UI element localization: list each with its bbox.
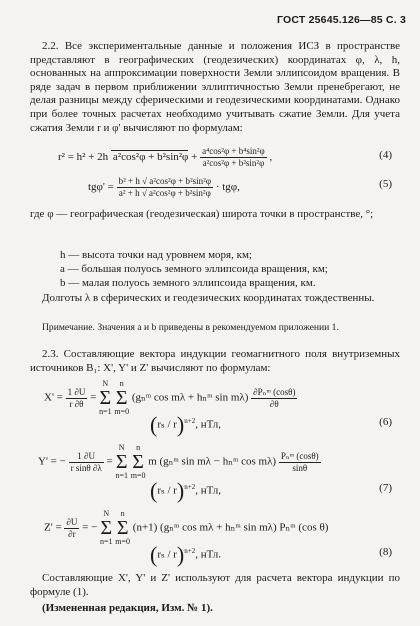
paragraph-longitude: Долготы λ в сферических и геодезических координатах тождественны. xyxy=(42,292,375,304)
eqx-number: (6) xyxy=(379,416,392,428)
eqz-sum-top: N xyxy=(103,509,110,518)
equation-y xyxy=(38,444,321,480)
eqz-sum-top2: n xyxy=(120,509,125,518)
eq4-fraction xyxy=(200,146,267,169)
eqz-pre-den: ∂r xyxy=(68,528,76,539)
where-line-2: h — высота точки над уровнем моря, км; xyxy=(60,249,252,261)
paragraph-2-3: 2.3. Составляющие вектора индукции геомагнитного поля внутриземных источников B₁: X', Y' и Z' вычисляют по формулам: xyxy=(30,348,400,374)
eqx-pre-fraction xyxy=(66,387,88,410)
paragraph-2-2: 2.2. Все экспериментальные данные и положения ИСЗ в пространстве представляют в географических (геодезических) координатах φ, λ, h, основанных на аппроксимации поверхности Земли эллипсоидом вращения. В ряде задач в первом приближении эллиптичностью Земли пренебрегают, не делая разницы между сферическими и геодезическими координатами. Однако при более точных расчетах необходимо учитывать сжатие Земли. Для учета сжатия Земли r и φ' вычисляют по формулам: xyxy=(30,40,400,134)
eqz-power: n+2 xyxy=(184,546,196,555)
eqy-frac-den: sinθ xyxy=(292,462,308,473)
eqy-sum-m: n Σ m=0 xyxy=(130,443,146,480)
eqz-unit: , нТл. xyxy=(195,548,222,561)
eqx-pre-den: r ∂θ xyxy=(69,398,84,409)
eqx-pre-num: 1 ∂U xyxy=(67,386,86,397)
eqy-lhs: Y' = − xyxy=(38,455,66,468)
eq4-tail: , xyxy=(269,151,273,164)
eqx-power: n+2 xyxy=(184,416,196,425)
equation-5 xyxy=(88,176,240,199)
eqx-unit: , нТл, xyxy=(195,418,222,431)
where-line-3: a — большая полуось земного эллипсоида вращения, км; xyxy=(60,263,328,275)
eqz-lhs: Z' = xyxy=(44,521,62,534)
eq4-number: (4) xyxy=(379,149,392,161)
eqy-power: n+2 xyxy=(184,482,196,491)
eqx-fraction xyxy=(251,387,297,410)
eq5-lhs: tgφ' = xyxy=(88,181,114,194)
eqy-sum-bot2: m=0 xyxy=(130,471,146,480)
eqy-body: m (gₙᵐ sin mλ − hₙᵐ cos mλ) xyxy=(148,455,277,468)
where-line-4: b — малая полуось земного эллипсоида вращения, км. xyxy=(60,277,316,289)
eqy-sum-top2: n xyxy=(136,443,141,452)
eqz-pre-fraction xyxy=(64,517,79,540)
note: Примечание. Значения a и b приведены в рекомендуемом приложении 1. xyxy=(42,322,339,333)
eq5-fraction xyxy=(117,176,213,199)
eqz-eq: = − xyxy=(82,521,98,534)
eq5-tail: · tgφ, xyxy=(215,181,240,194)
eqz-pre-num: ∂U xyxy=(66,516,78,527)
eq4-den: a²cos²φ + b²sin²φ xyxy=(202,158,265,168)
eqy-eq: = xyxy=(106,455,113,468)
eqx-sum-n: N Σ n=1 xyxy=(99,379,112,416)
eqy-sum-top: N xyxy=(118,443,125,452)
where-line-1: где φ — географическая (геодезическая) широта точки в пространстве, °; xyxy=(30,208,374,220)
eqy-sum-n: N Σ n=1 xyxy=(115,443,128,480)
eqx-sum-top2: n xyxy=(119,379,124,388)
eq4-sqrt-body: a²cos²φ + b²sin²φ xyxy=(112,151,189,164)
equation-z xyxy=(44,510,328,546)
edition-note: (Измененная редакция, Изм. № 1). xyxy=(42,602,213,614)
eqy-pre-num: 1 ∂U xyxy=(69,451,104,463)
eq4-plus: + xyxy=(191,151,198,164)
eqy-ratio: rₛ / r xyxy=(157,484,177,497)
eqy-frac-num: Pₙᵐ (cosθ) xyxy=(280,450,319,461)
eqx-sum-bot: n=1 xyxy=(99,407,112,416)
eqx-body: (gₙᵐ cos mλ + hₙᵐ sin mλ) xyxy=(131,391,249,404)
eq4-lhs: r² = h² + 2h xyxy=(58,151,109,164)
equation-x xyxy=(44,380,297,416)
eq5-number: (5) xyxy=(379,178,392,190)
eqz-sum-bot2: m=0 xyxy=(115,537,131,546)
eqz-sum-bot: n=1 xyxy=(100,537,113,546)
eqx-ratio: rₛ / r xyxy=(157,418,177,431)
eqx-lhs: X' = xyxy=(44,391,66,404)
eqy-number: (7) xyxy=(379,482,392,494)
eqz-sum-n: N Σ n=1 xyxy=(100,509,113,546)
eqz-number: (8) xyxy=(379,546,392,558)
eq5-den: a² + h √ a²cos²φ + b²sin²φ xyxy=(118,188,211,198)
eqx-eq: = xyxy=(90,391,100,404)
eqz-ratio: rₛ / r xyxy=(157,548,177,561)
equation-y-ratio: (rₛ / r)$^{n+2}$, нТл, xyxy=(150,478,222,503)
eqx-frac-den: ∂θ xyxy=(269,398,279,409)
eqy-pre-fraction xyxy=(69,451,104,474)
eqy-unit: , нТл, xyxy=(195,484,222,497)
equation-z-ratio: (rₛ / r)$^{n+2}$, нТл. xyxy=(150,542,222,567)
eqx-sum-bot2: m=0 xyxy=(114,407,130,416)
eqz-sum-m: n Σ m=0 xyxy=(115,509,131,546)
eqx-sum-top: N xyxy=(102,379,109,388)
eqz-body: (n+1) (gₙᵐ cos mλ + hₙᵐ sin mλ) Pₙᵐ (cos θ) xyxy=(132,521,329,534)
eq4-sqrt xyxy=(111,150,188,163)
paragraph-components: Составляющие X', Y' и Z' используют для расчета вектора индукции по формуле (1). xyxy=(30,572,400,598)
eqx-frac-num: ∂Pₙᵐ (cosθ) xyxy=(253,386,296,397)
eq5-num: b² + h √ a²cos²φ + b²sin²φ xyxy=(118,176,212,186)
equation-4 xyxy=(58,146,272,169)
page-header: ГОСТ 25645.126—85 С. 3 xyxy=(276,14,406,26)
eq4-num: a⁴cos²φ + b⁴sin²φ xyxy=(202,146,265,156)
eqy-fraction xyxy=(279,451,321,474)
eqy-pre-den: r sinθ ∂λ xyxy=(70,462,102,473)
equation-x-ratio: (rₛ / r)$^{n+2}$, нТл, xyxy=(150,412,222,437)
eqy-sum-bot: n=1 xyxy=(115,471,128,480)
eqx-sum-m: n Σ m=0 xyxy=(114,379,130,416)
